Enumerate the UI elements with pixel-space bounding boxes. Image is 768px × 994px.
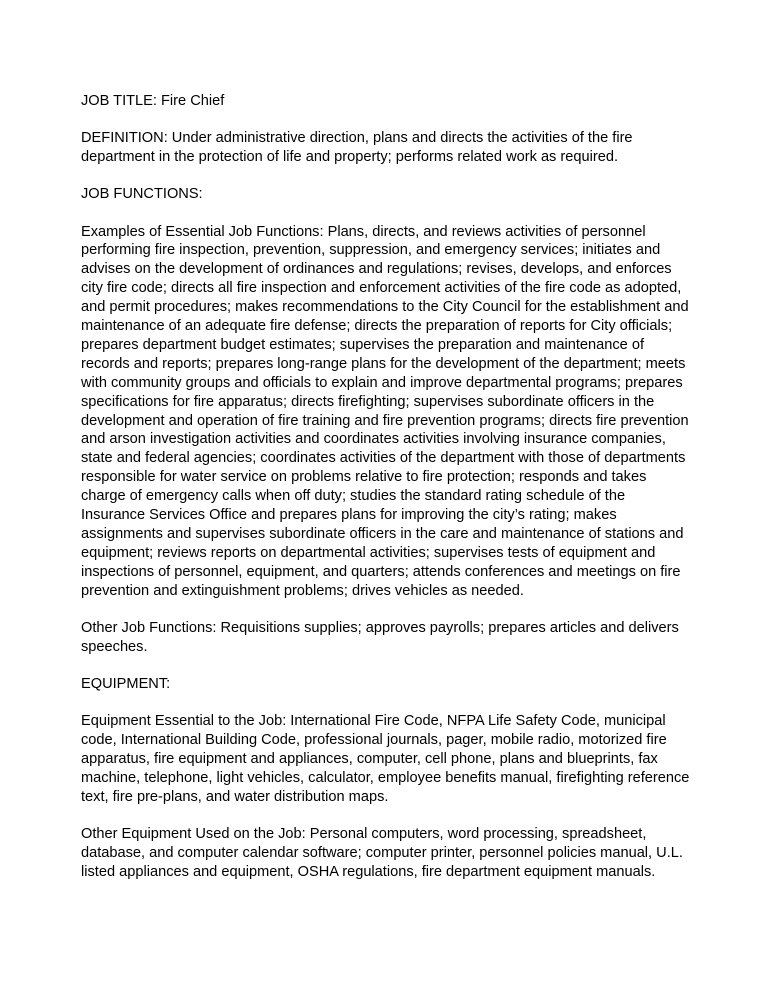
document-body: [81, 92, 693, 900]
definition-paragraph: DEFINITION: Under administrative direction, plans and directs the activities of the fire department in the protection of life and property; performs related work as required.: [81, 130, 633, 166]
equipment-heading: EQUIPMENT:: [81, 676, 171, 693]
other-functions-paragraph: Other Job Functions: Requisitions supplies; approves payrolls; prepares articles and delivers speeches.: [81, 619, 679, 655]
essential-functions-paragraph: Examples of Essential Job Functions: Plans, directs, and reviews activities of personnel performing fire inspection, prevention, suppression, and emergency services; initiates and advises on the development of ordinances and regulations; revises, develops, and enforces city fire code; directs all fire inspection and enforcement activities of the fire code as adopted, and permit procedures; makes recommendations to the City Council for the establishment and maintenance of an adequate fire defense; directs the preparation of reports for City officials; prepares department budget estimates; supervises the preparation and maintenance of records and reports; prepares long-range plans for the development of the department; meets with community groups and officials to explain and improve departmental programs; prepares specifications for fire apparatus; directs firefighting; supervises subordinate officers in the development and operation of fire training and fire prevention programs; directs fire prevention and arson investigation activities and coordinates activities involving insurance companies, state and federal agencies; coordinates activities of the department with those of departments responsible for water service on problems relative to fire protection; responds and takes charge of emergency calls when off duty; studies the standard rating schedule of the Insurance Services Office and prepares plans for improving the city’s rating; makes assignments and supervises subordinate officers in the care and maintenance of stations and equipment; reviews reports on departmental activities; supervises tests of equipment and inspections of personnel, equipment, and quarters; attends conferences and meetings on fire prevention and extinguishment problems; drives vehicles as needed.: [81, 223, 689, 599]
job-functions-heading: JOB FUNCTIONS:: [81, 186, 203, 203]
equipment-essential-paragraph: Equipment Essential to the Job: International Fire Code, NFPA Life Safety Code, municipal code, International Building Code, professional journals, pager, mobile radio, motorized fire apparatus, fire equipment and appliances, computer, cell phone, plans and blueprints, fax machine, telephone, light vehicles, calculator, employee benefits manual, firefighting reference text, fire pre-plans, and water distribution maps.: [81, 713, 690, 805]
equipment-other-paragraph: Other Equipment Used on the Job: Personal computers, word processing, spreadsheet, database, and computer calendar software; computer printer, personnel policies manual, U.L. listed appliances and equipment, OSHA regulations, fire department equipment manuals.: [81, 826, 683, 880]
job-title: JOB TITLE: Fire Chief: [81, 93, 225, 109]
